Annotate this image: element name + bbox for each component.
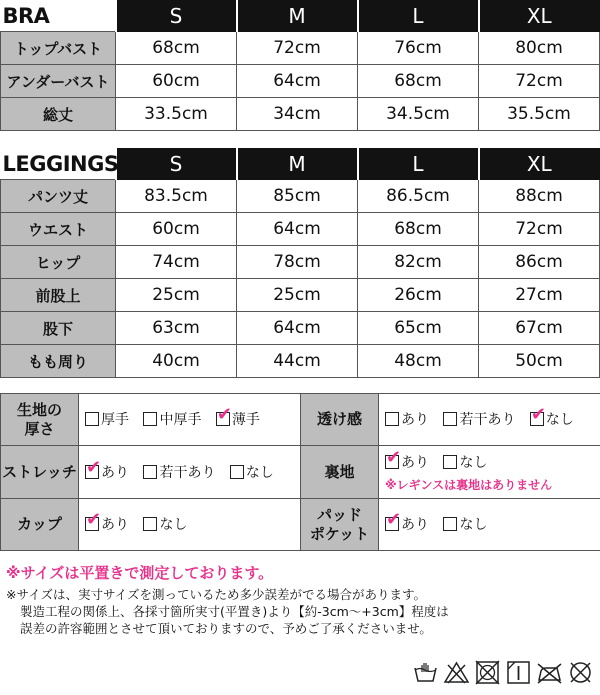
- leggings-size-m: M: [237, 149, 358, 180]
- option-thick: 厚手: [85, 409, 129, 429]
- row-label: 前股上: [1, 279, 116, 312]
- leggings-size-table: [0, 148, 600, 378]
- disclaimer-line2: 製造工程の関係上、各採寸箇所実寸(平置き)より【約-3cm〜+3cm】程度は: [20, 604, 449, 619]
- option-no: なし: [230, 462, 274, 482]
- cell: 72cm: [479, 213, 600, 246]
- measurement-note: ※サイズは平置きで測定しております。: [6, 564, 274, 582]
- checkbox-checked: [85, 456, 102, 479]
- row-label: アンダーバスト: [1, 65, 116, 98]
- bra-size-table: [0, 0, 600, 131]
- cell: 76cm: [358, 32, 479, 65]
- bra-size-xl: XL: [479, 1, 600, 32]
- cell: 72cm: [479, 65, 600, 98]
- checkbox-unchecked: [143, 412, 157, 426]
- pad-pocket-label-line1: パッド: [316, 505, 362, 524]
- table-row: [1, 180, 600, 213]
- check-icon: ✔: [386, 446, 402, 468]
- pad-pocket-label: [301, 499, 379, 551]
- cell: 44cm: [237, 345, 358, 378]
- no-bleach-icon: [443, 659, 470, 686]
- check-icon: ✔: [86, 456, 102, 478]
- table-row: [1, 65, 600, 98]
- leggings-size-xl: XL: [479, 149, 600, 180]
- checkbox-checked: [530, 404, 546, 426]
- cell: 83.5cm: [116, 180, 237, 213]
- leggings-title: LEGGINGS: [1, 149, 116, 180]
- cell: 64cm: [237, 65, 358, 98]
- stretch-label: ストレッチ: [1, 446, 79, 499]
- cup-options: [79, 499, 301, 551]
- no-tumble-dry-icon: [474, 659, 501, 686]
- cell: 86cm: [479, 246, 600, 279]
- cell: 25cm: [237, 279, 358, 312]
- row-label: 股下: [1, 312, 116, 345]
- check-icon: ✔: [530, 404, 546, 425]
- fabric-row-stretch: [1, 446, 600, 499]
- cell: 25cm: [116, 279, 237, 312]
- table-row: [1, 345, 600, 378]
- disclaimer-line1: ※サイズは、実寸サイズを測っているため多少誤差がでる場合があります。: [6, 587, 426, 602]
- checkbox-unchecked: [230, 465, 244, 479]
- pad-pocket-options: [379, 499, 600, 551]
- row-label: パンツ丈: [1, 180, 116, 213]
- option-yes: ✔ あり: [86, 509, 129, 533]
- check-icon: ✔: [86, 509, 102, 530]
- bra-header-row: [1, 1, 600, 32]
- row-label: ウエスト: [1, 213, 116, 246]
- cell: 35.5cm: [479, 98, 600, 131]
- checkbox-checked: [85, 509, 102, 531]
- checkbox-checked: [385, 509, 402, 531]
- lining-note: ※レギンスは裏地はありません: [385, 477, 553, 492]
- option-no: なし: [143, 514, 187, 534]
- row-label: トップバスト: [1, 32, 116, 65]
- option-thin: ✔ 薄手: [216, 404, 260, 428]
- no-dry-clean-icon: [567, 659, 594, 686]
- table-row: [1, 312, 600, 345]
- option-yes: ✔ あり: [86, 456, 129, 481]
- lining-label: 裏地: [301, 446, 379, 499]
- cell: 68cm: [116, 32, 237, 65]
- cell: 67cm: [479, 312, 600, 345]
- lining-options: [379, 446, 600, 499]
- checkbox-unchecked: [85, 412, 99, 426]
- thickness-label-line1: 生地の: [16, 400, 62, 419]
- leggings-size-s: S: [116, 149, 237, 180]
- cell: 64cm: [237, 312, 358, 345]
- table-row: [1, 213, 600, 246]
- cell: 63cm: [116, 312, 237, 345]
- cup-label: カップ: [1, 499, 79, 551]
- checkbox-unchecked: [143, 517, 157, 531]
- disclaimer: [6, 586, 596, 637]
- cell: 64cm: [237, 213, 358, 246]
- row-label: もも周り: [1, 345, 116, 378]
- disclaimer-line3: 誤差の許容範囲とさせて頂いておりますので、予めご了承くださいませ。: [20, 621, 432, 636]
- row-label: ヒップ: [1, 246, 116, 279]
- cell: 85cm: [237, 180, 358, 213]
- cell: 82cm: [358, 246, 479, 279]
- checkbox-unchecked: [385, 412, 399, 426]
- line-dry-shade-icon: [505, 659, 532, 686]
- cell: 60cm: [116, 65, 237, 98]
- option-no: なし: [443, 514, 487, 534]
- bra-size-l: L: [358, 1, 479, 32]
- checkbox-checked: [216, 404, 232, 426]
- cell: 65cm: [358, 312, 479, 345]
- bra-size-m: M: [237, 1, 358, 32]
- leggings-size-l: L: [358, 149, 479, 180]
- cell: 68cm: [358, 65, 479, 98]
- no-iron-icon: [536, 659, 563, 686]
- checkbox-unchecked: [443, 517, 457, 531]
- option-slightly: 若干あり: [443, 409, 515, 429]
- cell: 27cm: [479, 279, 600, 312]
- cell: 48cm: [358, 345, 479, 378]
- table-row: [1, 98, 600, 131]
- checkbox-unchecked: [443, 455, 457, 469]
- leggings-header-row: [1, 149, 600, 180]
- check-icon: ✔: [386, 509, 402, 530]
- cell: 34.5cm: [358, 98, 479, 131]
- cell: 40cm: [116, 345, 237, 378]
- cell: 88cm: [479, 180, 600, 213]
- checkbox-unchecked: [443, 412, 457, 426]
- pad-pocket-label-line2: ポケット: [309, 524, 370, 543]
- checkbox-unchecked: [143, 465, 157, 479]
- fabric-properties-table: [0, 393, 600, 551]
- cell: 68cm: [358, 213, 479, 246]
- thickness-options: [79, 394, 301, 446]
- cell: 33.5cm: [116, 98, 237, 131]
- check-icon: ✔: [216, 404, 232, 425]
- table-row: [1, 32, 600, 65]
- care-icons: [412, 659, 594, 686]
- option-yes: ✔ あり: [386, 509, 429, 533]
- table-row: [1, 279, 600, 312]
- cell: 86.5cm: [358, 180, 479, 213]
- fabric-row-thickness: [1, 394, 600, 446]
- cell: 74cm: [116, 246, 237, 279]
- bra-size-s: S: [116, 1, 237, 32]
- thickness-label: [1, 394, 79, 446]
- table-row: [1, 246, 600, 279]
- cell: 80cm: [479, 32, 600, 65]
- option-yes: ✔ あり: [386, 446, 429, 471]
- hand-wash-icon: [412, 659, 439, 686]
- sheer-options: [379, 394, 600, 446]
- checkbox-checked: [385, 446, 402, 469]
- cell: 34cm: [237, 98, 358, 131]
- option-no: ✔ なし: [530, 404, 574, 428]
- cell: 60cm: [116, 213, 237, 246]
- stretch-options: [79, 446, 301, 499]
- option-slightly: 若干あり: [143, 462, 215, 482]
- bra-title: BRA: [1, 1, 116, 32]
- thickness-label-line2: 厚さ: [24, 419, 55, 438]
- option-medium: 中厚手: [143, 409, 201, 429]
- row-label: 総丈: [1, 98, 116, 131]
- option-yes: あり: [385, 409, 429, 429]
- cell: 50cm: [479, 345, 600, 378]
- cell: 78cm: [237, 246, 358, 279]
- sheer-label: 透け感: [301, 394, 379, 446]
- option-no: なし: [443, 452, 487, 472]
- cell: 26cm: [358, 279, 479, 312]
- fabric-row-cup: [1, 499, 600, 551]
- cell: 72cm: [237, 32, 358, 65]
